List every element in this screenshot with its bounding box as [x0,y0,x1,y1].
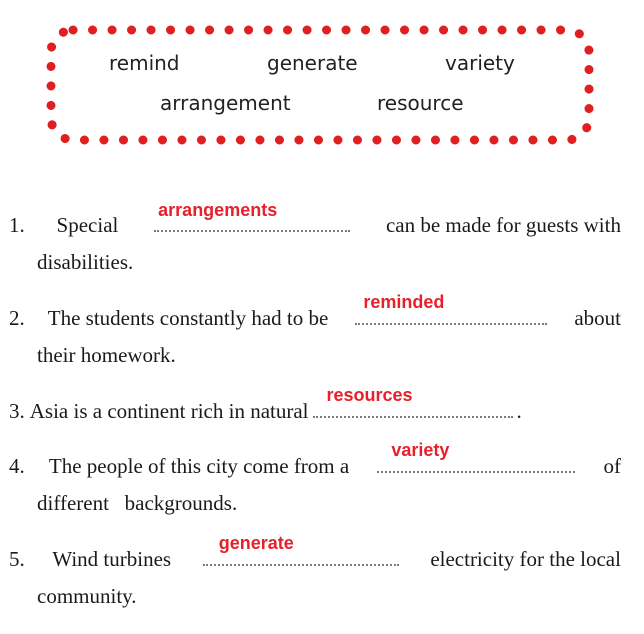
answer-text: generate [218,533,294,553]
word-generate: generate [267,51,358,75]
word-resource: resource [377,91,464,115]
text-continuation: community. [37,584,137,608]
answer-blank[interactable] [377,440,575,473]
text-continuation: their homework. [37,343,176,367]
answer-text: variety [391,440,450,460]
answer-text: arrangements [158,200,278,220]
answer-blank[interactable] [313,385,513,418]
text-before-blank: Asia is a continent rich in natural [29,399,309,423]
word-remind: remind [109,51,180,75]
text-before-blank: The people of this city come from a [48,454,350,478]
text-before-blank: Wind turbines [52,547,172,571]
text-continuation: different backgrounds. [37,491,238,515]
word-bank-box [45,24,595,146]
text-before-blank: The students constantly had to be [47,306,329,330]
answer-blank[interactable] [203,533,399,566]
word-variety: variety [445,51,515,75]
exercise-number: 2. [9,306,25,330]
answer-blank[interactable] [154,200,350,232]
text-after-blank: . [516,399,522,423]
answer-text: reminded [363,292,445,312]
answer-blank[interactable] [355,292,547,325]
text-before-blank: Special [56,213,119,237]
text-after-blank: electricity for the local [430,547,621,571]
text-continuation: disabilities. [37,250,134,274]
word-arrangement: arrangement [160,91,291,115]
exercise-number: 4. [9,454,25,478]
text-after-blank: of [603,454,621,478]
exercise-number: 5. [9,547,25,571]
text-after-blank: about [574,306,621,330]
answer-text: resources [326,385,413,405]
dotted-border [45,24,595,146]
text-after-blank: can be made for guests with [385,213,621,237]
exercise-number: 1. [9,213,25,237]
exercise-number: 3. [9,399,25,423]
